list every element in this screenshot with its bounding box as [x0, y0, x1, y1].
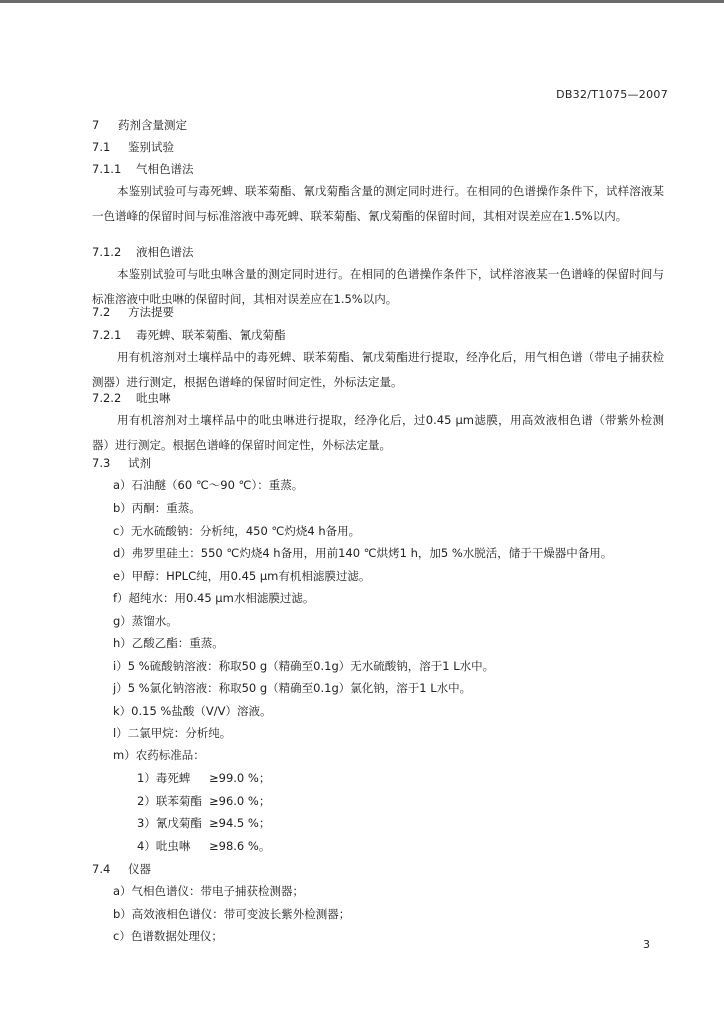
standard-purity: ≥99.0 %；	[209, 771, 271, 785]
top-border-line	[0, 0, 724, 3]
reagent-item: m）农药标准品：	[113, 748, 205, 762]
reagent-item: b）丙酮：重蒸。	[113, 501, 201, 515]
reagent-item: f）超纯水：用0.45 μm水相滤膜过滤。	[113, 591, 315, 605]
section-title: 试剂	[128, 456, 151, 470]
section-number: 7.1.2	[92, 245, 122, 259]
instrument-item: b）高效液相色谱仪：带可变波长紫外检测器；	[113, 907, 351, 921]
section-number: 7.1	[92, 140, 111, 154]
section-title: 药剂含量测定	[118, 118, 187, 132]
section-heading-7-2	[92, 300, 664, 324]
paragraph-7-2-1: 用有机溶剂对土壤样品中的毒死蜱、联苯菊酯、氰戊菊酯进行提取，经净化后，用气相色谱（带电子捕获检测器）进行测定，根据色谱峰的保留时间定性，外标法定量。	[92, 350, 664, 389]
section-heading-7-2-2	[92, 386, 664, 410]
section-title: 气相色谱法	[136, 162, 194, 176]
paragraph-7-2-2: 用有机溶剂对土壤样品中的吡虫啉进行提取，经净化后，过0.45 μm滤膜，用高效液相色谱（带紫外检测器）进行测定。根据色谱峰的保留时间定性，外标法定量。	[92, 413, 664, 452]
section-heading-7-4	[92, 857, 664, 881]
section-title: 鉴别试验	[128, 140, 174, 154]
reagent-item: c）无水硫酸钠：分析纯，450 ℃灼烧4 h备用。	[113, 524, 361, 538]
reagent-item: g）蒸馏水。	[113, 614, 178, 628]
section-title: 液相色谱法	[136, 245, 194, 259]
standard-item	[137, 811, 270, 835]
standard-purity: ≥98.6 %。	[209, 839, 271, 853]
section-title: 仪器	[128, 862, 151, 876]
section-heading-7-1	[92, 135, 664, 159]
section-heading-7	[92, 113, 664, 137]
standard-name: 1）毒死蜱	[137, 771, 191, 785]
reagent-item: l）二氯甲烷：分析纯。	[113, 726, 232, 740]
reagent-item: i）5 %硫酸钠溶液：称取50 g（精确至0.1g）无水硫酸钠，溶于1 L水中。	[113, 659, 495, 673]
section-heading-7-3	[92, 451, 664, 475]
reagent-item: k）0.15 %盐酸（V/V）溶液。	[113, 704, 272, 718]
standard-name: 4）吡虫啉	[137, 839, 191, 853]
reagent-item: j）5 %氯化钠溶液：称取50 g（精确至0.1g）氯化钠，溶于1 L水中。	[113, 681, 472, 695]
section-title: 毒死蜱、联苯菊酯、氰戊菊酯	[136, 328, 286, 342]
standard-item	[137, 766, 270, 790]
standard-item	[137, 834, 270, 858]
reagent-item: d）弗罗里硅土：550 ℃灼烧4 h备用，用前140 ℃烘烤1 h，加5 %水脱活，储于干燥器中备用。	[113, 546, 613, 560]
section-heading-7-2-1	[92, 323, 664, 347]
reagent-item: e）甲醇：HPLC纯，用0.45 μm有机相滤膜过滤。	[113, 569, 371, 583]
section-number: 7.3	[92, 456, 111, 470]
section-number: 7.2.1	[92, 328, 122, 342]
instrument-item: c）色谱数据处理仪；	[113, 929, 223, 943]
section-number: 7	[92, 118, 100, 132]
section-number: 7.1.1	[92, 162, 122, 176]
paragraph-7-1-2: 本鉴别试验可与吡虫啉含量的测定同时进行。在相同的色谱操作条件下，试样溶液某一色谱峰的保留时间与标准溶液中吡虫啉的保留时间，其相对误差应在1.5%以内。	[92, 267, 664, 306]
standard-name: 3）氰戊菊酯	[137, 816, 202, 830]
section-heading-7-1-2	[92, 240, 664, 264]
standard-purity: ≥94.5 %；	[209, 816, 271, 830]
document-code: DB32/T1075—2007	[556, 88, 668, 101]
standard-purity: ≥96.0 %；	[209, 794, 271, 808]
section-number: 7.2	[92, 305, 111, 319]
section-number: 7.4	[92, 862, 111, 876]
section-number: 7.2.2	[92, 391, 122, 405]
standard-item	[137, 789, 270, 813]
reagent-item: a）石油醚（60 ℃～90 ℃）：重蒸。	[113, 478, 304, 492]
section-title: 吡虫啉	[136, 391, 171, 405]
reagent-item: h）乙酸乙酯：重蒸。	[113, 636, 224, 650]
section-heading-7-1-1	[92, 157, 664, 181]
page-number: 3	[643, 938, 650, 951]
standard-name: 2）联苯菊酯	[137, 794, 202, 808]
section-title: 方法提要	[128, 305, 174, 319]
instrument-item: a）气相色谱仪：带电子捕获检测器；	[113, 884, 305, 898]
paragraph-7-1-1: 本鉴别试验可与毒死蜱、联苯菊酯、氰戊菊酯含量的测定同时进行。在相同的色谱操作条件下，试样溶液某一色谱峰的保留时间与标准溶液中毒死蜱、联苯菊酯、氰戊菊酯的保留时间，其相对误差应在1.5%以内。	[92, 184, 664, 223]
